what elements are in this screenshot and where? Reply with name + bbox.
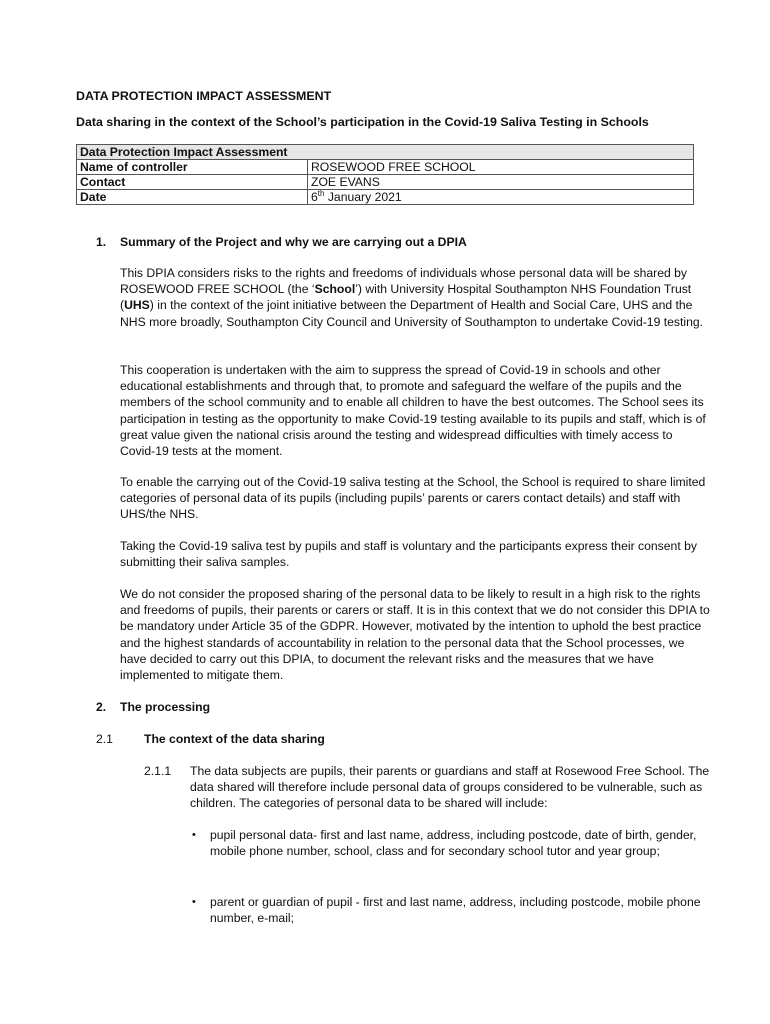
date-day: 6 bbox=[311, 190, 318, 204]
para-text: This DPIA considers risks to the rights and freedoms of individuals whose personal data will be shared by ROSEWOOD FREE SCHOOL (the ‘ bbox=[120, 266, 688, 297]
dpia-info-table bbox=[76, 144, 694, 205]
school-term: School bbox=[314, 282, 356, 297]
date-ordinal: th bbox=[317, 188, 325, 198]
document-title: DATA PROTECTION IMPACT ASSESSMENT bbox=[76, 89, 332, 103]
row-value: ZOE EVANS bbox=[308, 175, 694, 190]
list-item: pupil personal data- first and last name, address, including postcode, date of birth, gender, mobile phone number, school, class and for secondary school tutor and year group; bbox=[210, 828, 697, 859]
row-label: Name of controller bbox=[77, 160, 308, 175]
row-value: ROSEWOOD FREE SCHOOL bbox=[308, 160, 694, 175]
bullet-icon: • bbox=[192, 896, 196, 908]
section-2-heading: The processing bbox=[120, 700, 211, 714]
row-value-date bbox=[308, 190, 694, 205]
row-label: Date bbox=[77, 190, 308, 205]
section-2-number: 2. bbox=[96, 700, 107, 714]
uhs-term: UHS bbox=[124, 298, 150, 313]
para-text: ) in the context of the joint initiative between the Department of Health and Social Care, UHS and the NHS more broadly, Southampton City Council and University of Southampton to undertake Covid-19 testing. bbox=[120, 298, 704, 329]
section-1-paragraph-4: Taking the Covid-19 saliva test by pupils and staff is voluntary and the participants express their consent by submitting their saliva samples. bbox=[120, 539, 697, 570]
para-text: ’) with University Hospital Southampton NHS Foundation Trust ( bbox=[120, 282, 692, 313]
list-item: parent or guardian of pupil - first and last name, address, including postcode, mobile phone number, e-mail; bbox=[210, 895, 701, 926]
section-1-heading: Summary of the Project and why we are carrying out a DPIA bbox=[120, 235, 467, 249]
bullet-icon: • bbox=[192, 829, 196, 841]
subsection-2-1-number: 2.1 bbox=[96, 732, 113, 746]
clause-2-1-1-text: The data subjects are pupils, their parents or guardians and staff at Rosewood Free School. The data shared will therefore include personal data of groups considered to be vulnerable, such as children. The categories of personal data to be shared will include: bbox=[190, 764, 710, 811]
section-1-paragraph-3: To enable the carrying out of the Covid-19 saliva testing at the School, the School is required to share limited categories of personal data of its pupils (including pupils’ parents or carers contact details) and staff with UHS/the NHS. bbox=[120, 475, 706, 522]
row-label: Contact bbox=[77, 175, 308, 190]
section-1-paragraph-5: We do not consider the proposed sharing of the personal data to be likely to result in a high risk to the rights and freedoms of pupils, their parents or carers or staff. It is in this context that we do not consider this DPIA to be mandatory under Article 35 of the GDPR. However, motivated by the intention to uphold the best practice and the highest standards of accountability in relation to the personal data that the School processes, we have decided to carry out this DPIA, to document the relevant risks and the measures that we have implemented to mitigate them. bbox=[120, 587, 710, 683]
section-1-paragraph-1 bbox=[120, 265, 710, 330]
subsection-2-1-heading: The context of the data sharing bbox=[144, 732, 325, 746]
date-rest: January 2021 bbox=[324, 190, 402, 204]
section-1-number: 1. bbox=[96, 235, 107, 249]
table-row bbox=[77, 175, 694, 190]
table-header-row bbox=[77, 145, 694, 160]
document-subtitle: Data sharing in the context of the School’s participation in the Covid-19 Saliva Testing in Schools bbox=[76, 115, 649, 129]
table-row bbox=[77, 190, 694, 205]
clause-2-1-1-number: 2.1.1 bbox=[144, 764, 172, 778]
section-1-paragraph-2: This cooperation is undertaken with the aim to suppress the spread of Covid-19 in schools and other educational establishments and through that, to promote and safeguard the welfare of the pupils and the members of the school community and to enable all children to have the best outcomes. The School sees its participation in testing as the opportunity to make Covid-19 testing available to its pupils and staff, which is of great value given the national crisis around the testing and widespread difficulties with timely access to Covid-19 tests at the moment. bbox=[120, 363, 706, 459]
table-header: Data Protection Impact Assessment bbox=[77, 145, 694, 160]
table-row bbox=[77, 160, 694, 175]
